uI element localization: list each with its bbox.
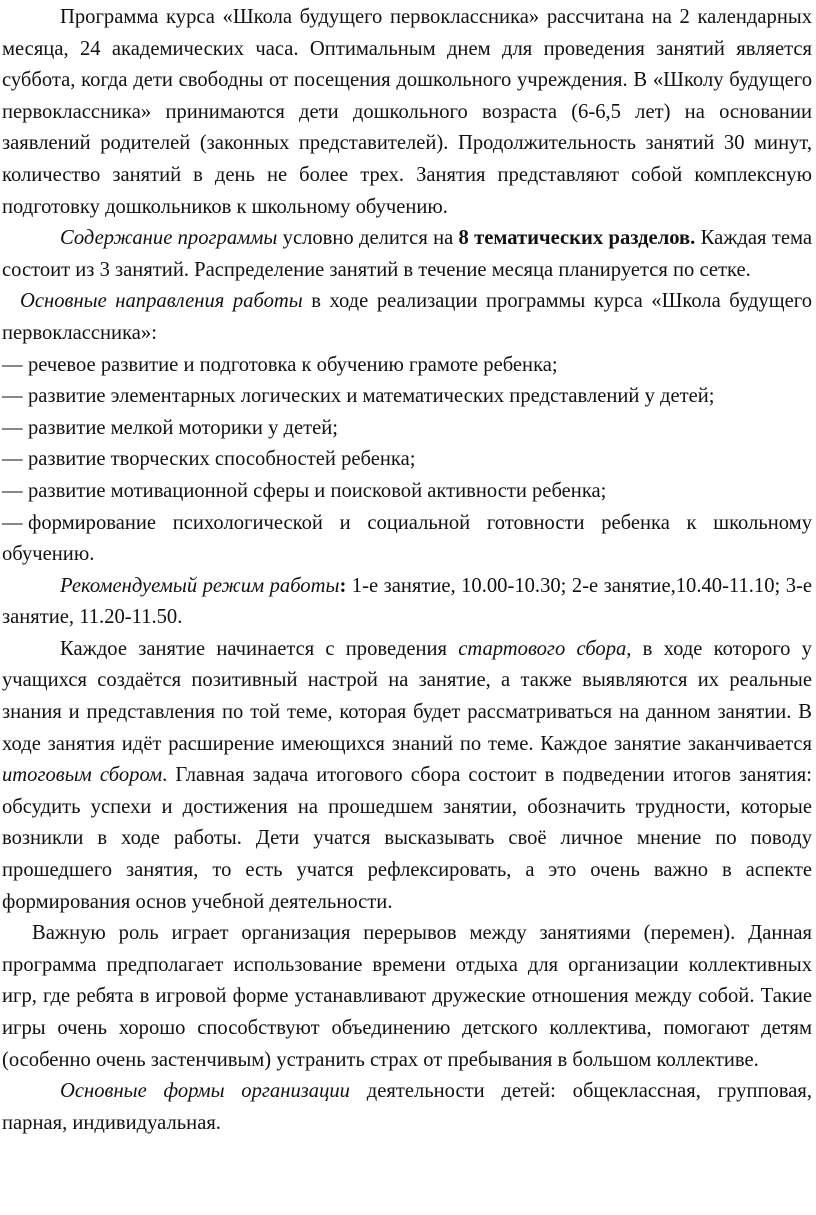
list-item-text: развитие элементарных логических и математических представлений у детей; bbox=[28, 385, 715, 408]
paragraph-program-content bbox=[2, 223, 812, 286]
directions-list bbox=[2, 350, 812, 571]
text-fragment: в ходе которого у учащихся создаётся позитивный настрой на занятие, а также выявляются их реальные знания и представления по той теме, которая будет рассматриваться на данном занятии. В ходе занятия идёт расширение имеющихся знаний по теме. Каждое занятие заканчивается bbox=[2, 637, 812, 755]
list-item bbox=[2, 508, 812, 571]
term-thematic-sections: 8 тематических разделов. bbox=[458, 227, 696, 250]
list-item bbox=[2, 381, 812, 413]
text-fragment: в ходе реализации программы курса «Школа будущего первоклассника»: bbox=[2, 290, 812, 344]
list-dash-marker: — bbox=[2, 479, 23, 502]
list-item-text: развитие мелкой моторики у детей; bbox=[28, 416, 339, 439]
term-work-directions: Основные направления работы bbox=[20, 290, 303, 313]
term-final-gathering: итоговым сбором bbox=[2, 764, 163, 787]
list-item-text: развитие творческих способностей ребенка; bbox=[28, 448, 416, 471]
list-item-text: формирование психологической и социальной готовности ребенка к школьному обучению. bbox=[2, 511, 812, 566]
term-organization-forms: Основные формы организации bbox=[60, 1080, 350, 1103]
list-dash-marker: — bbox=[2, 416, 23, 439]
colon-mark: : bbox=[339, 574, 347, 597]
term-recommended-schedule: Рекомендуемый режим работы bbox=[60, 574, 340, 597]
paragraph-lesson-structure bbox=[2, 634, 812, 918]
list-dash-marker: — bbox=[2, 385, 23, 408]
list-item-text: речевое развитие и подготовка к обучению грамоте ребенка; bbox=[28, 353, 558, 376]
term-program-content: Содержание программы bbox=[60, 227, 278, 250]
list-dash-marker: — bbox=[2, 448, 23, 471]
text-fragment: Каждая тема состоит из 3 занятий. Распределение занятий в течение месяца планируется по сетке. bbox=[2, 227, 812, 281]
text-fragment: деятельности детей: общеклассная, групповая, парная, индивидуальная. bbox=[2, 1080, 812, 1134]
paragraph-breaks: Важную роль играет организация перерывов между занятиями (перемен). Данная программа предполагает использование времени отдыха для организации коллективных игр, где ребята в игровой форме устанавливают дружеские отношения между собой. Такие игры очень хорошо способствуют объединению детского коллектива, помогают детям (особенно очень застенчивым) устранить страх от пребывания в большом коллективе. bbox=[2, 922, 812, 1071]
list-item bbox=[2, 444, 812, 476]
list-dash-marker: — bbox=[2, 353, 23, 376]
list-item bbox=[2, 413, 812, 445]
paragraph-program-overview: Программа курса «Школа будущего первоклассника» рассчитана на 2 календарных месяца, 24 академических часа. Оптимальным днем для проведения занятий является суббота, когда дети свободны от посещения дошкольного учреждения. В «Школу будущего первоклассника» принимаются дети дошкольного возраста (6-6,5 лет) на основании заявлений родителей (законных представителей). Продолжительность занятий 30 минут, количество занятий в день не более трех. Занятия представляют собой комплексную подготовку дошкольников к школьному обучению. bbox=[2, 6, 812, 218]
paragraph-organization-forms bbox=[2, 1076, 812, 1139]
list-dash-marker: — bbox=[2, 511, 23, 534]
paragraph-schedule bbox=[2, 571, 812, 634]
text-fragment: 1-е занятие, 10.00-10.30; 2-е занятие,10.40-11.10; 3-е занятие, 11.20-11.50. bbox=[2, 574, 813, 629]
text-fragment: Каждое занятие начинается с проведения bbox=[60, 637, 459, 660]
text-fragment: . Главная задача итогового сбора состоит в подведении итогов занятия: обсудить успехи и достижения на прошедшем занятии, обозначить трудности, которые возникли в ходе работы. Дети учатся высказывать своё личное мнение по поводу прошедшего занятия, то есть учатся рефлексировать, а это очень важно в аспекте формирования основ учебной деятельности. bbox=[2, 764, 812, 913]
text-fragment: условно делится на bbox=[277, 227, 459, 250]
term-starting-gathering: стартового сбора, bbox=[458, 637, 632, 660]
list-item bbox=[2, 476, 812, 508]
list-item-text: развитие мотивационной сферы и поисковой активности ребенка; bbox=[28, 479, 607, 502]
list-item bbox=[2, 350, 812, 382]
paragraph-work-directions bbox=[2, 286, 812, 349]
